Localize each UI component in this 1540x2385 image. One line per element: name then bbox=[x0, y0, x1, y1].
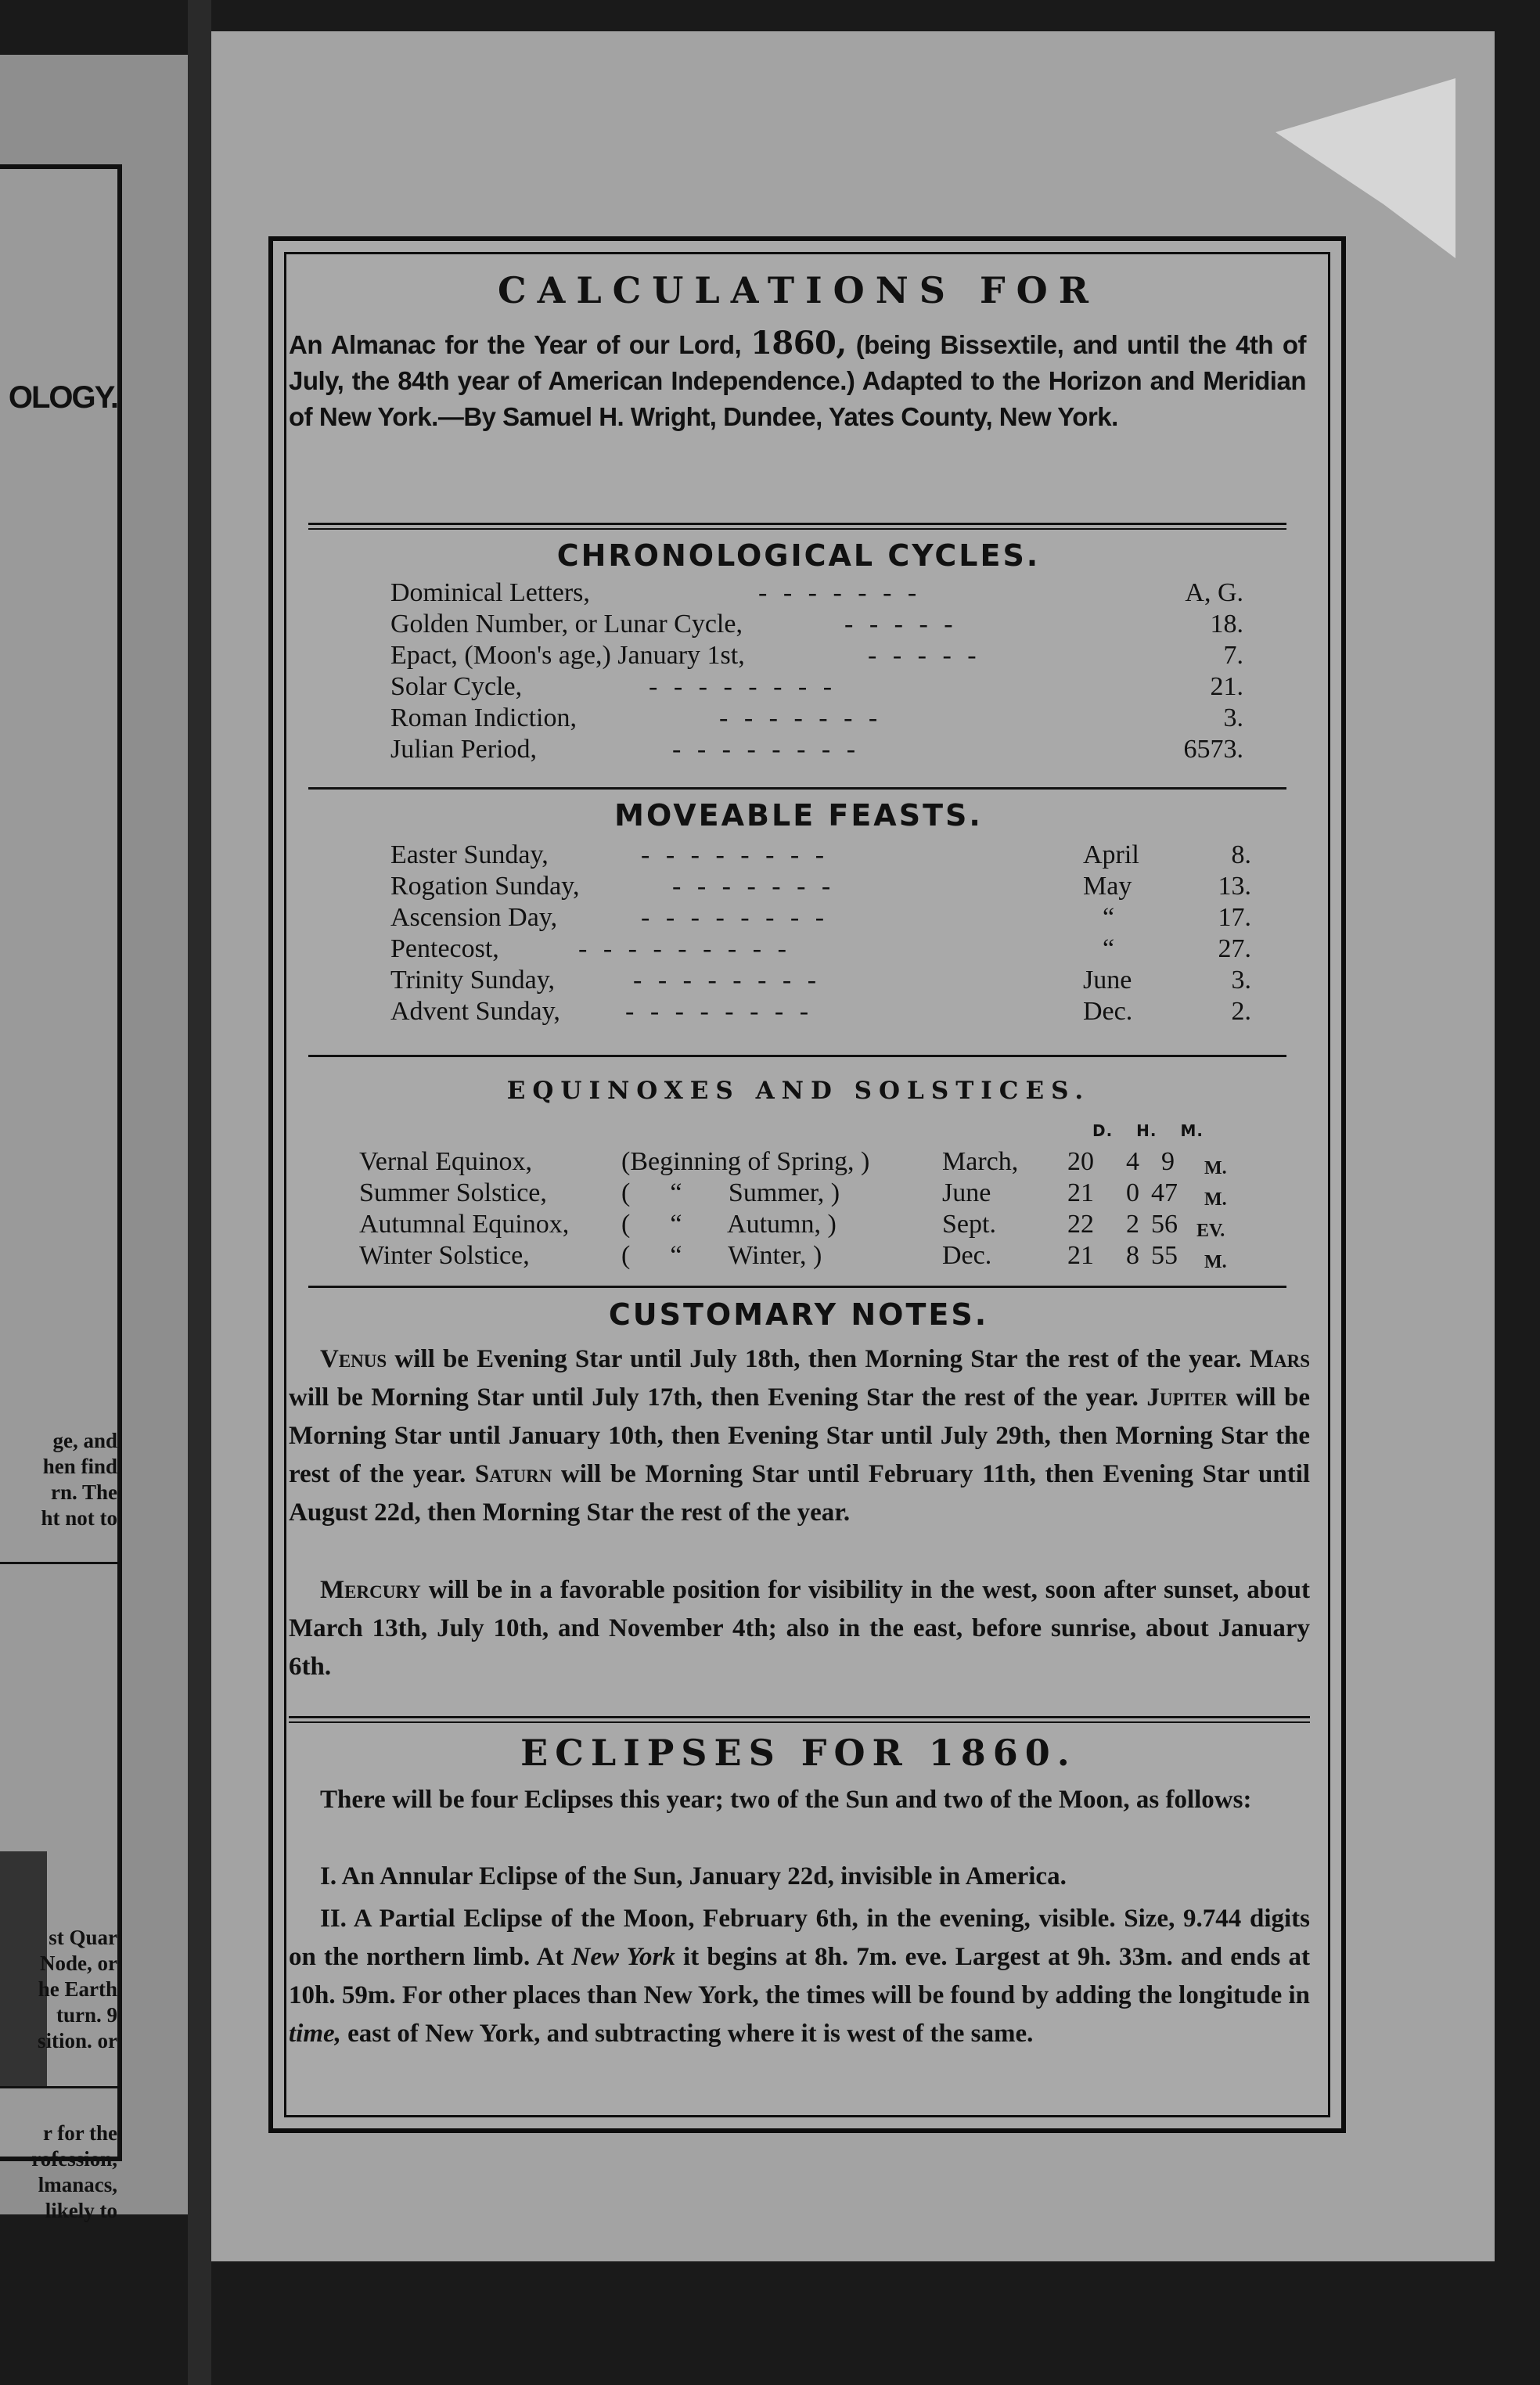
planet-name: Jupiter bbox=[1146, 1383, 1228, 1412]
calculations-title: CALCULATIONS FOR bbox=[498, 269, 1099, 311]
fragment-line: hen find bbox=[42, 1455, 117, 1478]
event-season: ( “ Summer, ) bbox=[621, 1178, 840, 1207]
fragment-line: r for the bbox=[43, 2121, 117, 2145]
cycle-value: 6573. bbox=[1183, 735, 1243, 764]
event-month: Sept. bbox=[942, 1210, 996, 1239]
planet-name: Mercury bbox=[320, 1576, 421, 1604]
planet-name: Venus bbox=[320, 1345, 387, 1373]
fragment-line: sition. or bbox=[37, 2029, 117, 2052]
eclipses-heading: ECLIPSES FOR 1860. bbox=[520, 1732, 1077, 1774]
event-season: (Beginning of Spring, ) bbox=[621, 1147, 870, 1176]
table-row bbox=[359, 1178, 1290, 1209]
cycle-label: Epact, (Moon's age,) January 1st, bbox=[390, 641, 745, 670]
paragraph-text: it begins at 8h. 7m. eve. Largest at 9h. 33m. and ends at 10h. 59m. For other places than New York, the times will be found by adding the longitude in bbox=[289, 1943, 1311, 2009]
paragraph-text: will be Morning Star until July 17th, then Evening Star the rest of the year. bbox=[289, 1383, 1139, 1412]
event-day: 21 bbox=[1067, 1178, 1094, 1207]
intro-year: 1860, bbox=[750, 325, 847, 362]
cycle-value: 18. bbox=[1210, 610, 1243, 639]
feast-month: May bbox=[1083, 872, 1132, 901]
event-day: 20 bbox=[1067, 1147, 1094, 1176]
event-month: March, bbox=[942, 1147, 1019, 1176]
event-hour: 0 bbox=[1126, 1178, 1139, 1207]
event-minute: 47 bbox=[1151, 1178, 1178, 1207]
event-season: ( “ Winter, ) bbox=[621, 1241, 822, 1270]
feast-month: April bbox=[1083, 840, 1139, 869]
eclipses-paragraph bbox=[289, 1900, 1310, 2053]
event-day: 22 bbox=[1067, 1210, 1094, 1239]
fragment-rule bbox=[0, 1562, 117, 1564]
event-hour: 2 bbox=[1126, 1210, 1139, 1239]
section-divider bbox=[308, 787, 1286, 790]
feast-day: 13. bbox=[1218, 872, 1251, 901]
feast-day: 17. bbox=[1218, 903, 1251, 932]
place-name: New York bbox=[571, 1943, 675, 1971]
customary-paragraph bbox=[289, 1571, 1310, 1686]
feast-day: 27. bbox=[1218, 934, 1251, 963]
planet-name: Mars bbox=[1249, 1345, 1311, 1373]
feast-label: Pentecost, bbox=[390, 934, 499, 963]
paragraph-text: will be Morning Star until February 11th, then Evening Star until August 22d, then Morning Star the rest of the year. bbox=[289, 1460, 1311, 1527]
feast-label: Easter Sunday, bbox=[390, 840, 549, 869]
paragraph-text: II. A Partial Eclipse of the Moon, February 6th, in the evening, visible. Size, 9.744 digits on the northern limb. At bbox=[289, 1905, 1310, 1971]
almanac-intro bbox=[289, 326, 1306, 435]
table-row bbox=[359, 1209, 1290, 1240]
fragment-line: rofession, bbox=[31, 2147, 117, 2171]
event-month: Dec. bbox=[942, 1241, 992, 1270]
table-row bbox=[359, 1146, 1290, 1178]
feasts-heading: MOVEABLE FEASTS. bbox=[614, 798, 983, 833]
event-name: Vernal Equinox, bbox=[359, 1147, 532, 1176]
event-name: Autumnal Equinox, bbox=[359, 1210, 570, 1239]
fragment-line: ge, and bbox=[52, 1429, 117, 1452]
feast-day: 8. bbox=[1231, 840, 1251, 869]
event-day: 21 bbox=[1067, 1241, 1094, 1270]
intro-text: An Almanac for the Year of our Lord, bbox=[289, 330, 742, 359]
paragraph-text: There will be four Eclipses this year; two of the Sun and two of the Moon, as follows: bbox=[320, 1786, 1252, 1814]
fragment-line: ht not to bbox=[41, 1506, 117, 1530]
section-divider bbox=[289, 1716, 1310, 1723]
planet-name: Saturn bbox=[474, 1460, 552, 1488]
paragraph-text: will be Morning Star until January 10th, then Evening Star until July 29th, then Morning Star the rest of the year. bbox=[289, 1383, 1311, 1488]
feast-month: “ bbox=[1103, 903, 1115, 932]
fragment-line: rn. The bbox=[50, 1480, 117, 1504]
cycle-value: 7. bbox=[1223, 641, 1243, 670]
paragraph-text: I. An Annular Eclipse of the Sun, January 22d, invisible in America. bbox=[320, 1862, 1067, 1890]
event-name: Summer Solstice, bbox=[359, 1178, 547, 1207]
cycle-label: Dominical Letters, bbox=[390, 578, 590, 607]
cycle-value: 3. bbox=[1223, 703, 1243, 732]
event-minute: 55 bbox=[1151, 1241, 1178, 1270]
event-hour: 4 bbox=[1126, 1147, 1139, 1176]
event-meridian: M. bbox=[1204, 1158, 1227, 1178]
event-month: June bbox=[942, 1178, 991, 1207]
fragment-line: Node, or bbox=[40, 1952, 117, 1975]
event-meridian: M. bbox=[1204, 1252, 1227, 1272]
event-minute: 56 bbox=[1151, 1210, 1178, 1239]
intro-text: (being Bissextile, and until the 4th of July, the 84th year of American Independence.) Adapted to the Horizon and Meridian of New York.—By Samuel H. Wright, Dundee, Yates County, New York. bbox=[289, 330, 1306, 431]
section-divider bbox=[308, 1055, 1286, 1057]
paragraph-text: will be in a favorable position for visibility in the west, soon after sunset, about March 13th, July 10th, and November 4th; also in the east, before sunrise, about January 6th. bbox=[289, 1576, 1310, 1681]
cycle-value: A, G. bbox=[1185, 578, 1243, 607]
feast-day: 2. bbox=[1231, 997, 1251, 1026]
event-hour: 8 bbox=[1126, 1241, 1139, 1270]
feast-label: Advent Sunday, bbox=[390, 997, 560, 1026]
fragment-line: likely to bbox=[45, 2199, 117, 2222]
chronological-heading: CHRONOLOGICAL CYCLES. bbox=[556, 538, 1041, 573]
cycle-label: Golden Number, or Lunar Cycle, bbox=[390, 610, 743, 639]
feast-month: Dec. bbox=[1083, 997, 1133, 1026]
almanac-calculations-block: CALCULATIONS FOR An Almanac for the Year of our Lord, 1860, (being Bissextile, and until the 4th of July, the 84th year of American Independence.) Adapted to the Horizon and Meridian of New York.—By Samuel H. Wright, Dundee, Yates County, New York. CHRONOLOGICAL CYCLES. Dominical Letters, - - - - - - - A, G. Golden Number, or Lunar Cycle, - - - - - 18. Epact, (Moon's age,) January 1st, - - - - - 7. Solar Cycle, - - - - - - - - 21. Roman Indiction, - - - - - - - 3. Julian Period, - - - - - - - - 6573. MOVEABLE FEASTS. Easter Sunday, - - - - - - - - April 8. Rogation Sunday, - - - - - - - May 13. Ascension Day, - - - - - - - - “ 17. Pentecost, - - - - - - - - - “ 27. Trinity Sunday, - - - - - - - - June 3. Advent Sunday, - - - - - - - - Dec. 2. EQUINOXES AND SOLSTICES. D. H. M. Vernal Equinox, (Beginning of Spring, ) March, 20 4 9 M. Summer Solstice, ( “ Summer, ) June 21 0 47 M. Autumnal Equinox, ( “ Autumn, ) Sept. 22 2 56 EV. Winter Solstice, ( “ Winter, ) Dec. 21 8 55 M. CUSTOMARY NOTES. Venus will be Evening Star until July 18th, then Morning Star the rest of the year. Mars will be Morning Star until July 17th, then Evening Star the rest of the year. Jupiter will be Morning Star until January 10th, then Evening Star until July 29th, then Morning Star the rest of the year. Saturn will be Morning Star until February 11th, then Evening Star until August 22d, then Morning Star the rest of the year. Mercury will be in a favorable position for visibility in the west, soon after sunset, about March 13th, July 10th, and November 4th; also in the east, before sunrise, about January 6th. ECLIPSES FOR 1860. There will be four Eclipses this year; two of the Sun and two of the Moon, as follows: I. An Annular Eclipse of the Sun, January 22d, invisible in America. II. A Partial Eclipse of the Moon, February 6th, in the evening, visible. Size, 9.744 digits on the northern limb. At New York it begins at 8h. 7m. eve. Largest at 9h. 33m. and ends at 10h. 59m. For other places than New York, the times will be found by adding the longitude in time, east of New York, and subtracting where it is west of the same. bbox=[268, 236, 1346, 2133]
feast-month: “ bbox=[1103, 934, 1115, 963]
cycle-label: Roman Indiction, bbox=[390, 703, 577, 732]
feast-day: 3. bbox=[1231, 966, 1251, 995]
cycle-label: Julian Period, bbox=[390, 735, 537, 764]
fragment-line: turn. 9 bbox=[56, 2003, 117, 2027]
book-spine bbox=[188, 0, 211, 2385]
feast-label: Rogation Sunday, bbox=[390, 872, 580, 901]
event-name: Winter Solstice, bbox=[359, 1241, 530, 1270]
customary-paragraph bbox=[289, 1340, 1310, 1532]
feast-label: Ascension Day, bbox=[390, 903, 558, 932]
fragment-line: lmanacs, bbox=[38, 2173, 117, 2196]
column-headers: D. H. M. bbox=[1092, 1121, 1204, 1140]
feast-month: June bbox=[1083, 966, 1132, 995]
section-divider bbox=[308, 1286, 1286, 1288]
table-row bbox=[359, 1240, 1290, 1272]
emphasis-text: time, bbox=[289, 2020, 341, 2048]
event-meridian: M. bbox=[1204, 1189, 1227, 1210]
fragment-line: he Earth bbox=[38, 1977, 117, 2001]
feast-label: Trinity Sunday, bbox=[390, 966, 556, 995]
event-minute: 9 bbox=[1161, 1147, 1175, 1176]
event-season: ( “ Autumn, ) bbox=[621, 1210, 837, 1239]
cycle-label: Solar Cycle, bbox=[390, 672, 523, 701]
fragment-line: st Quar bbox=[49, 1926, 117, 1949]
event-meridian: EV. bbox=[1196, 1221, 1225, 1241]
paragraph-text: east of New York, and subtracting where it is west of the same. bbox=[347, 2020, 1034, 2048]
eclipses-paragraph bbox=[289, 1781, 1310, 1819]
paragraph-text: will be Evening Star until July 18th, then Morning Star the rest of the year. bbox=[394, 1345, 1242, 1373]
cycle-value: 21. bbox=[1210, 672, 1243, 701]
section-divider bbox=[308, 523, 1286, 530]
customary-heading: CUSTOMARY NOTES. bbox=[608, 1297, 989, 1332]
fragment-rule bbox=[0, 2086, 117, 2088]
eclipses-paragraph bbox=[289, 1858, 1310, 1896]
left-page-fragment bbox=[0, 164, 122, 2222]
fragment-title: OLOGY. bbox=[8, 380, 117, 415]
equinoxes-heading: EQUINOXES AND SOLSTICES. bbox=[506, 1077, 1091, 1105]
